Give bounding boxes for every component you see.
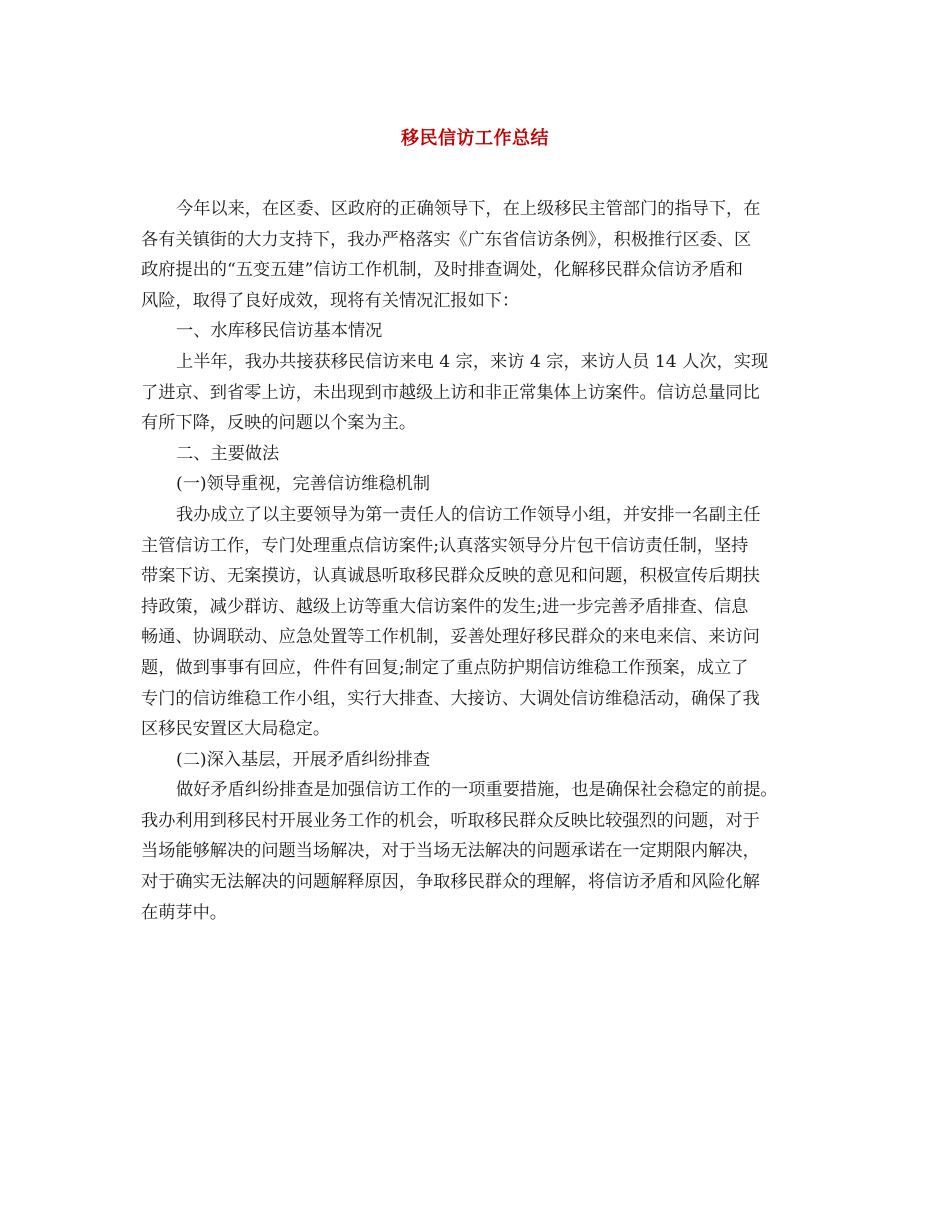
- paragraph-line: 我办成立了以主要领导为第一责任人的信访工作领导小组，并安排一名副主任: [176, 504, 761, 525]
- subsection-heading: (一)领导重视，完善信访维稳机制: [176, 474, 431, 495]
- paragraph-line: 风险，取得了良好成效，现将有关情况汇报如下：: [141, 290, 520, 311]
- paragraph-line: 当场能够解决的问题当场解决，对于当场无法解决的问题承诺在一定期限内解决，: [141, 841, 760, 862]
- paragraph-line: 今年以来，在区委、区政府的正确领导下，在上级移民主管部门的指导下，在: [176, 199, 761, 219]
- paragraph-line: 各有关镇街的大力支持下，我办严格落实《广东省信访条例》，积极推行区委、区: [141, 229, 752, 250]
- section-heading: 二、主要做法: [176, 443, 280, 464]
- paragraph-line: 区移民安置区大局稳定。: [141, 719, 331, 740]
- paragraph-line: 在萌芽中。: [141, 902, 227, 923]
- paragraph-line: 主管信访工作，专门处理重点信访案件;认真落实领导分片包干信访责任制，坚持: [141, 535, 749, 556]
- document-body: [141, 194, 813, 928]
- subsection-heading: (二)深入基层，开展矛盾纠纷排查: [176, 749, 431, 770]
- document-title: 移民信访工作总结: [401, 128, 549, 149]
- paragraph-line: 专门的信访维稳工作小组，实行大排查、大接访、大调处信访维稳活动，确保了我: [141, 688, 760, 709]
- paragraph-line: 对于确实无法解决的问题解释原因，争取移民群众的理解，将信访矛盾和风险化解: [141, 872, 760, 893]
- paragraph-line: 政府提出的“五变五建”信访工作机制，及时排查调处，化解移民群众信访矛盾和: [141, 260, 743, 281]
- paragraph-line: 做好矛盾纠纷排查是加强信访工作的一项重要措施，也是确保社会稳定的前提。: [176, 780, 778, 801]
- paragraph-line: 畅通、协调联动、应急处置等工作机制，妥善处理好移民群众的来电来信、来访问: [141, 627, 760, 648]
- paragraph-line: 上半年，我办共接获移民信访来电 4 宗，来访 4 宗，来访人员 14 人次，实现: [176, 351, 769, 372]
- paragraph-line: 有所下降，反映的问题以个案为主。: [141, 413, 417, 434]
- section-heading: 一、水库移民信访基本情况: [176, 321, 383, 342]
- paragraph-line: 了进京、到省零上访，未出现到市越级上访和非正常集体上访案件。信访总量同比: [141, 382, 760, 403]
- paragraph-line: 持政策，减少群访、越级上访等重大信访案件的发生;进一步完善矛盾排查、信息: [141, 596, 749, 617]
- paragraph-line: 带案下访、无案摸访，认真诚恳听取移民群众反映的意见和问题，积极宣传后期扶: [141, 566, 760, 587]
- paragraph-line: 我办利用到移民村开展业务工作的机会，听取移民群众反映比较强烈的问题，对于: [141, 810, 760, 831]
- paragraph-line: 题，做到事事有回应，件件有回复;制定了重点防护期信访维稳工作预案，成立了: [141, 657, 749, 678]
